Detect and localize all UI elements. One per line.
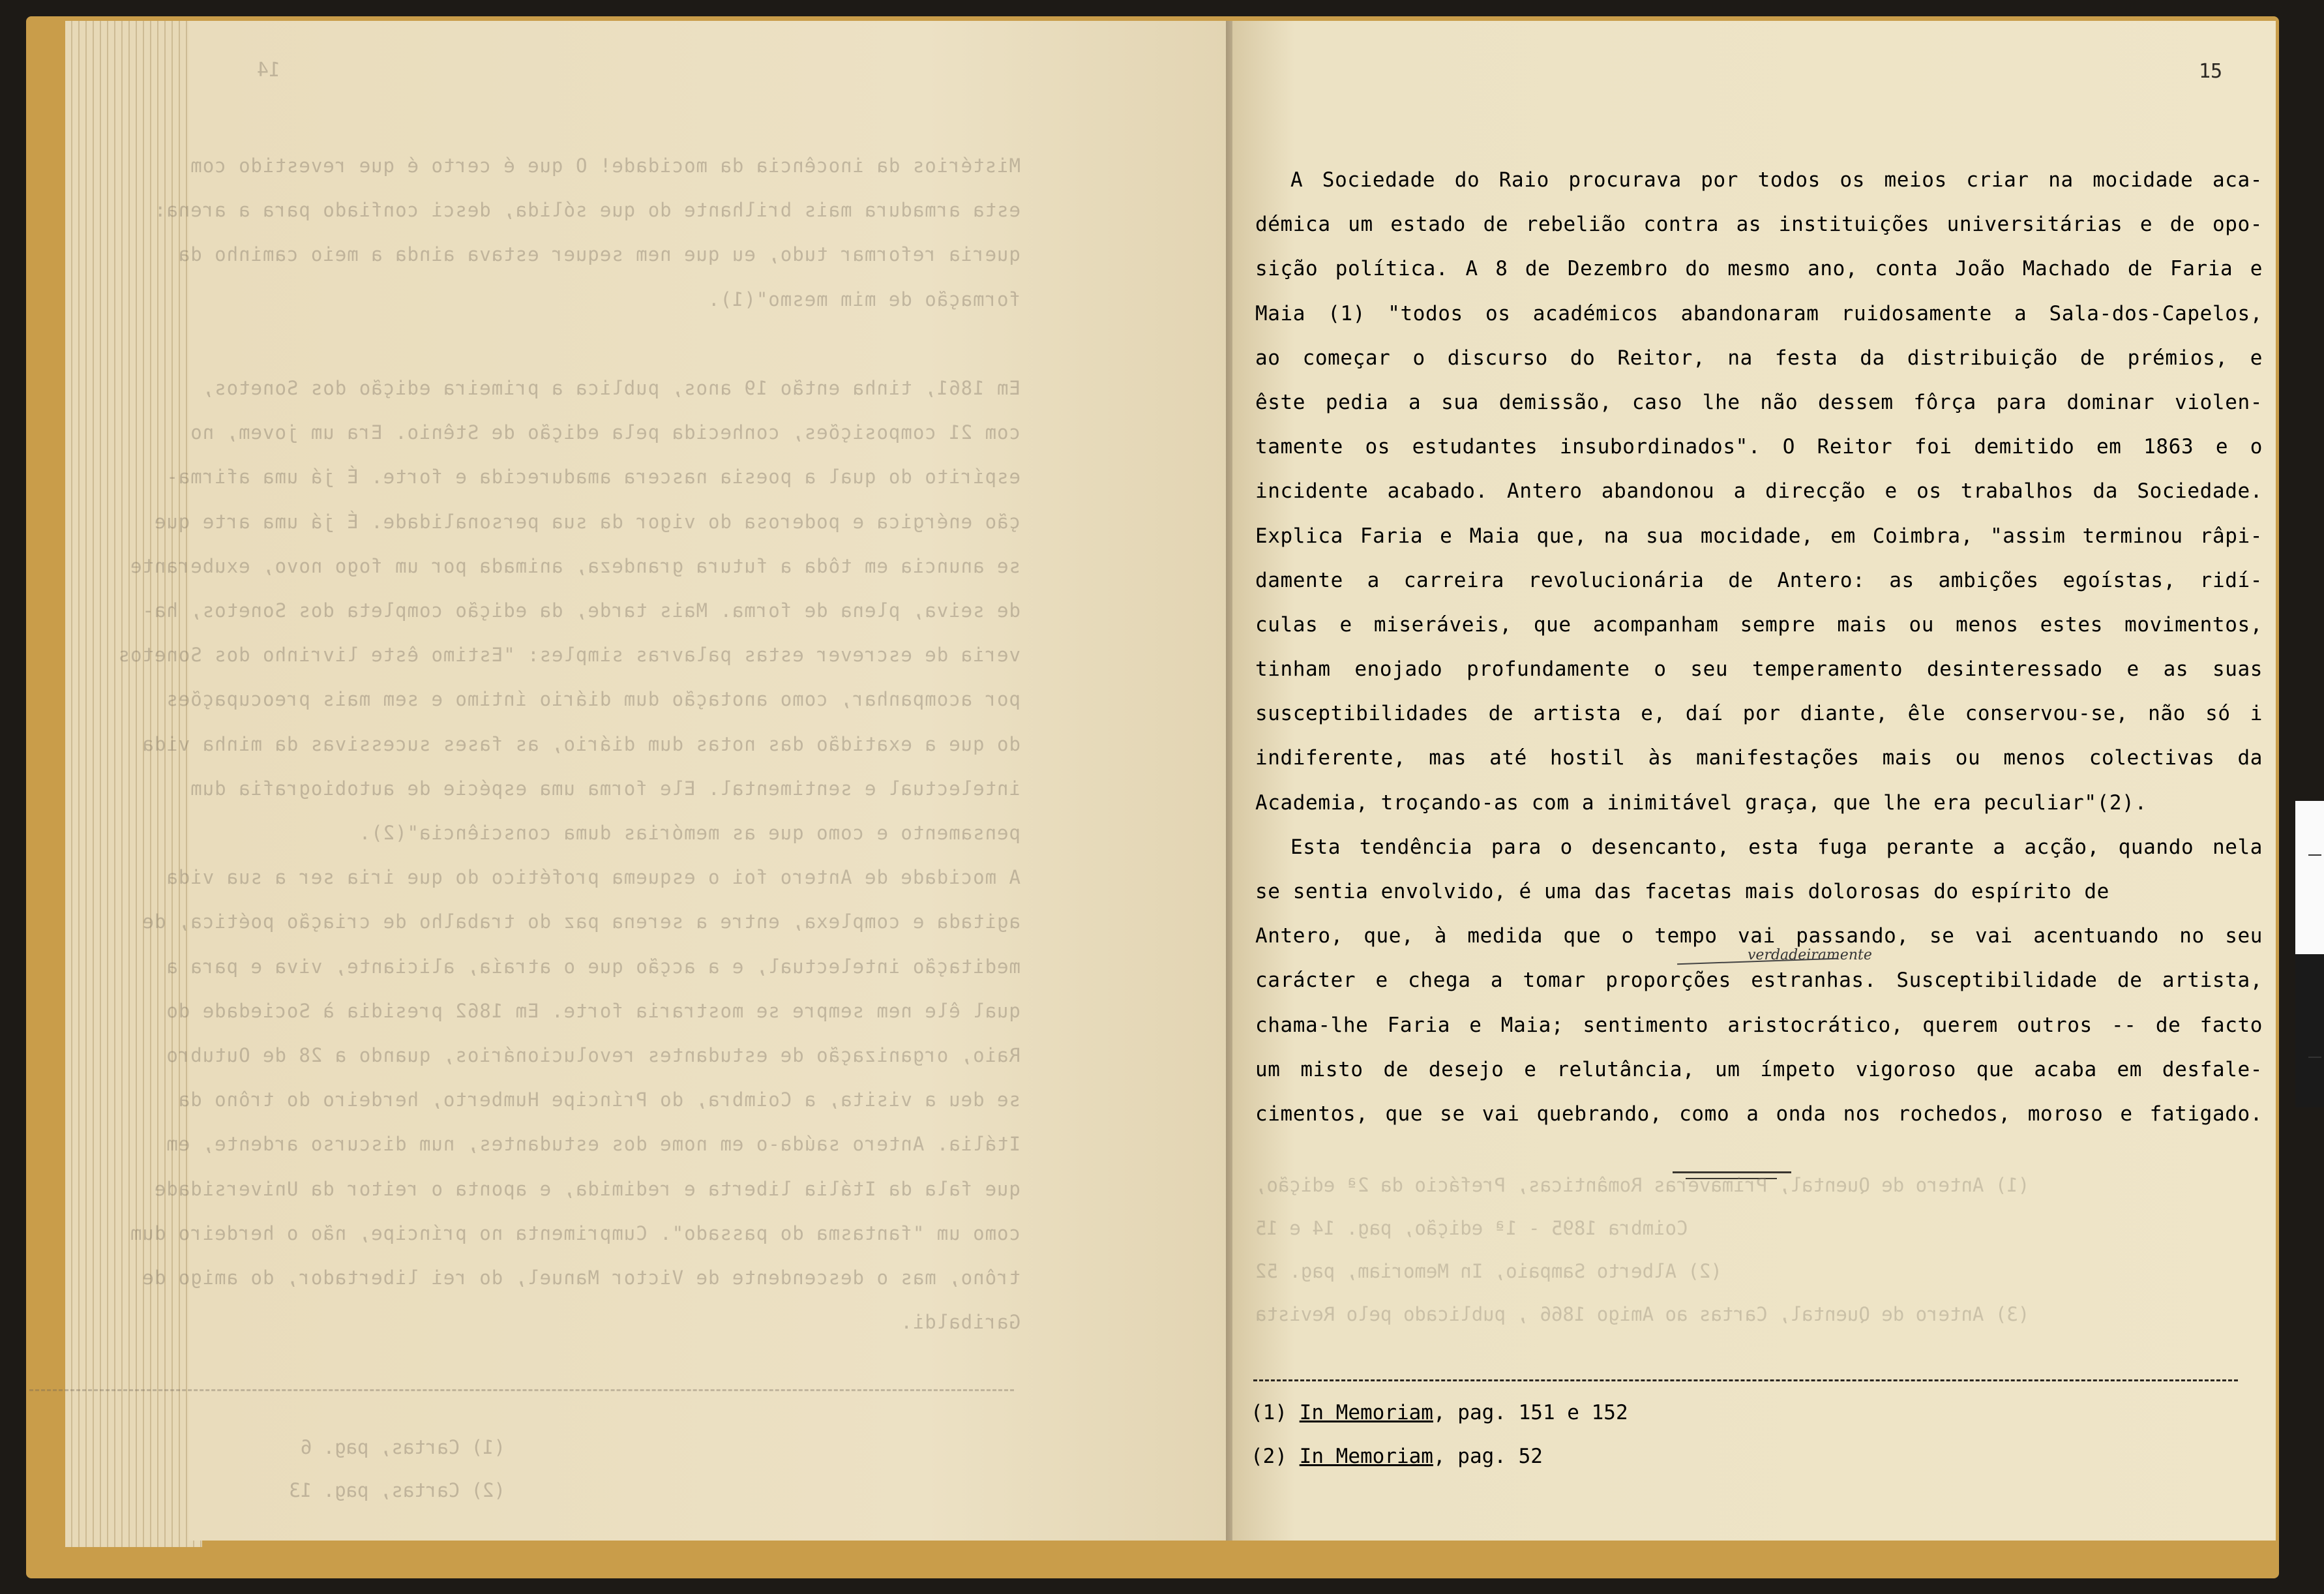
text-line: carácter e chega a tomar proporções estranhas. Susceptibilidade de artista, — [1255, 969, 2263, 993]
left-text-line: Mistérios da inocência da mocidade! O que é certo é que revestido com — [190, 155, 1020, 177]
right-page-number: 15 — [2199, 60, 2223, 83]
text-line: Academia, troçando-as com a inimitável graça, que lhe era peculiar"(2). — [1255, 790, 2147, 815]
left-text-line: Garibaldi. — [900, 1311, 1020, 1334]
bleed-through-line: Coimbra 1895 - 1ª edição, pag. 14 e 15 — [1255, 1217, 1688, 1239]
left-text-line: qual êle nem sempre se mostraria forte. Em 1862 presidia à Sociedade do — [166, 999, 1020, 1022]
left-text-line: intelectual e sentimental. Ele forma uma espécie de autobiografia dum — [190, 777, 1020, 800]
text-line: sição política. A 8 de Dezembro do mesmo ano, conta João Machado de Faria e — [1255, 257, 2263, 281]
text-line: chama-lhe Faria e Maia; sentimento aristocrático, querem outros -- de facto — [1255, 1013, 2263, 1037]
left-text-line: Em 1861, tinha então 19 anos, publica a primeira edição dos Sonetos, — [201, 377, 1020, 399]
ruler-tick — [2308, 1057, 2321, 1058]
left-text-line: espírito do qual a poesia nascera amadurecida e forte. É já uma afirma- — [166, 466, 1020, 489]
right-footnote-2 — [1251, 1445, 1543, 1468]
left-page — [117, 21, 1239, 1541]
text-line: se sentia envolvido, é uma das facetas mais dolorosas do espírito de — [1255, 880, 2109, 903]
bleed-through-line: (3) Antero de Quental, Cartas ao Amigo 1866 , publicado pelo Revista — [1255, 1303, 2030, 1325]
handwritten-insertion: verdadeiramente — [1748, 947, 1872, 963]
left-text-line: queria reformar tudo, eu que nem sequer estava ainda a meio caminho da — [177, 243, 1020, 266]
bleed-through-line: (1) Antero de Quental, Primaveras Românticas, Prefácio da 2ª edição, — [1255, 1174, 2030, 1196]
left-footnote-divider — [29, 1389, 1014, 1391]
text-line: Antero, que, à medida que o tempo vai passando, se vai acentuando no seu — [1255, 924, 2263, 948]
text-line: culas e miseráveis, que acompanham sempre mais ou menos estes movimentos, — [1255, 612, 2263, 637]
color-scale-ruler — [2295, 801, 2324, 1107]
left-text-line: veria de escrever estas palavras simples: "Estimo êste livrinho dos Sonetos — [117, 644, 1020, 667]
left-text-line: formação de mim mesmo"(1). — [708, 288, 1020, 310]
text-line: damente a carreira revolucionária de Antero: as ambições egoístas, ridí- — [1255, 568, 2263, 592]
footnote-pages: , pag. 52 — [1433, 1445, 1543, 1468]
left-footnote-2: (2) Cartas, pag. 13 — [289, 1479, 505, 1501]
left-page-number: 14 — [256, 59, 280, 82]
footnote-source: In Memoriam — [1299, 1445, 1433, 1468]
text-line: ao começar o discurso do Reitor, na festa da distribuição de prémios, e — [1255, 346, 2263, 370]
text-line: um misto de desejo e relutância, um ímpeto vigoroso que acaba em desfale- — [1255, 1057, 2263, 1081]
left-text-line: se anuncia em tôda a futura grandeza, animada por um fogo novo, exuberante — [129, 554, 1020, 577]
section-end-mark — [1673, 1171, 1791, 1173]
left-text-line: do que a exatidão das notas dum diário, as fases sucessivas da minha vida — [142, 732, 1020, 755]
right-footnote-1 — [1251, 1401, 1628, 1424]
left-text-line: ção enérgica e poderosa do vigor da sua personalidade. É já uma arte que — [153, 510, 1020, 533]
text-line: tamente os estudantes insubordinados". O Reitor foi demitido em 1863 e o — [1255, 435, 2263, 459]
text-line: êste pedia a sua demissão, caso lhe não dessem fôrça para dominar violen- — [1255, 390, 2263, 414]
text-line: cimentos, que se vai quebrando, como a onda nos rochedos, moroso e fatigado. — [1255, 1102, 2263, 1126]
left-text-line: se deu a visita, a Coimbra, do Príncipe Humberto, herdeiro do trôno da — [177, 1089, 1020, 1111]
text-line: A Sociedade do Raio procurava por todos os meios criar na mocidade aca- — [1290, 168, 2263, 192]
left-text-line: trôno, mas o descendente de Victor Manuel, do rei libertador, do amigo de — [142, 1267, 1020, 1289]
right-page-body — [1255, 158, 2263, 1136]
text-line: indiferente, mas até hostil às manifestações mais ou menos colectivas da — [1255, 746, 2263, 770]
left-text-line: Itália. Antero saúda-o em nome dos estudantes, num discurso ardente, em — [166, 1133, 1020, 1156]
footnote-pages: , pag. 151 e 152 — [1433, 1401, 1628, 1424]
left-page-show-through — [117, 21, 1239, 1541]
left-text-line: de seiva, plena de forma. Mais tarde, da edição completa dos Sonetos, ha- — [142, 599, 1020, 622]
left-text-line: meditação intelectual, e a acção que o atraía, aliciante, viva e para a — [166, 955, 1020, 978]
text-line: incidente acabado. Antero abandonou a direcção e os trabalhos da Sociedade. — [1255, 479, 2263, 504]
text-line: Maia (1) "todos os académicos abandonaram ruidosamente a Sala-dos-Capelos, — [1255, 301, 2263, 325]
left-text-line: agitada e complexa, entre a serena paz do trabalho de criação poética, de — [142, 910, 1020, 933]
right-footnote-divider — [1253, 1379, 2238, 1381]
left-text-line: pensamento e como que as memórias duma consciência"(2). — [358, 822, 1020, 844]
left-footnote-1: (1) Cartas, pag. 6 — [300, 1436, 505, 1458]
left-text-line: Raio, organização de estudantes revolucionários, quando a 28 de Outubro — [166, 1044, 1020, 1066]
text-line: susceptibilidades de artista e, daí por diante, êle conservou-se, não só i — [1255, 702, 2263, 726]
left-text-line: com 21 composições, conhecida pela edição de Stênio. Era um jovem, no — [190, 421, 1020, 444]
left-text-line: por acompanhar, como anotação dum diário íntimo e sem mais preocupações — [166, 688, 1020, 711]
footnote-source: In Memoriam — [1299, 1401, 1433, 1424]
footnote-number: (2) — [1251, 1445, 1287, 1468]
ruler-tick — [2308, 854, 2321, 856]
footnote-number: (1) — [1251, 1401, 1287, 1424]
text-line: Explica Faria e Maia que, na sua mocidade, em Coimbra, "assim terminou râpi- — [1255, 524, 2263, 548]
left-text-line: A mocidade de Antero foi o esquema profético do que iria ser a sua vida — [166, 866, 1020, 889]
left-text-line: como um "fantasma do passado". Cumprimenta no príncipe, não o herdeiro dum — [129, 1222, 1020, 1244]
left-text-line: que fala da Itália liberta e redimida, e aponta o reitor da Universidade — [153, 1177, 1020, 1200]
bleed-through-line: (2) Alberto Sampaio, In Memoriam, pag. 52 — [1255, 1260, 1722, 1282]
left-text-line: esta armadura mais brilhante do que sólida, desci confiado para a arena: — [153, 199, 1020, 222]
text-line: Esta tendência para o desencanto, esta fuga perante a acção, quando nela — [1290, 835, 2263, 859]
text-line: démica um estado de rebelião contra as instituições universitárias e de opo- — [1255, 213, 2263, 237]
text-line: tinham enojado profundamente o seu temperamento desinteressado e as suas — [1255, 657, 2263, 682]
